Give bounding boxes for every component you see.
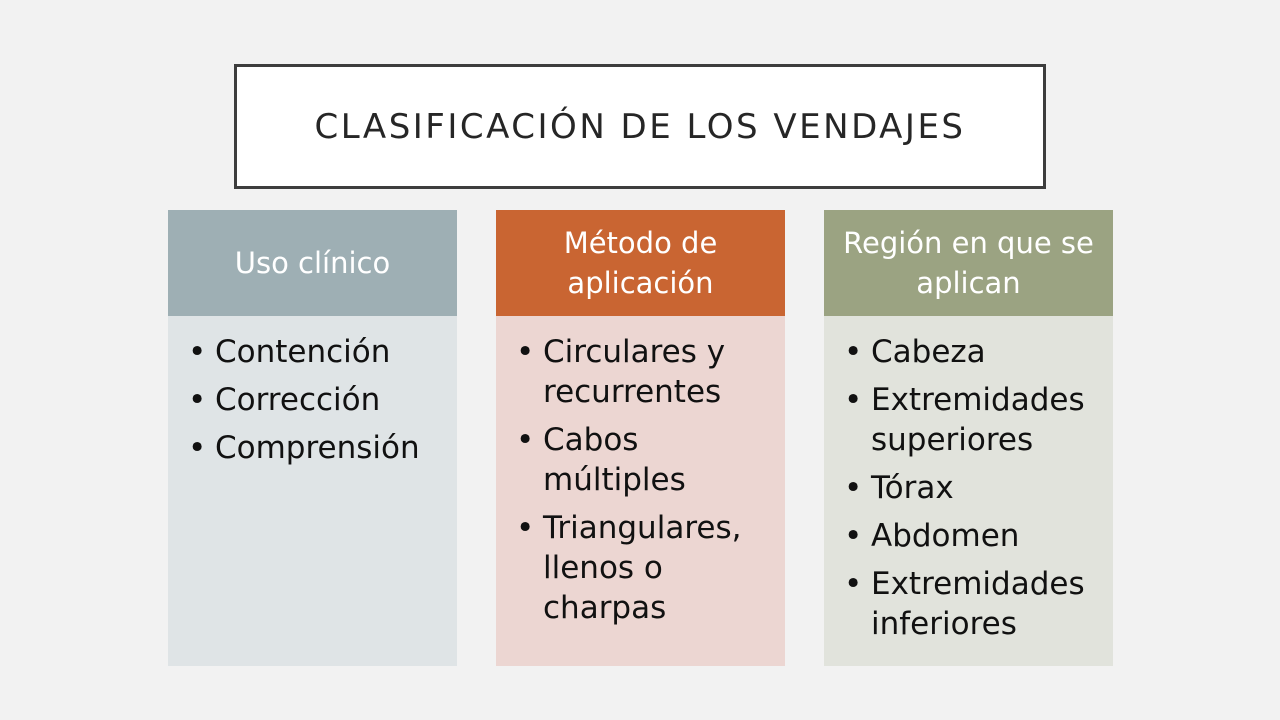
column-body bbox=[168, 316, 457, 666]
slide-title: CLASIFICACIÓN DE LOS VENDAJES bbox=[314, 106, 966, 147]
column-header-label: Uso clínico bbox=[234, 246, 391, 280]
bullet-list bbox=[842, 332, 1105, 644]
bullet-icon: • bbox=[516, 422, 535, 458]
column-header bbox=[168, 210, 457, 316]
column-uso-clinico bbox=[168, 210, 457, 666]
list-item: • Corrección bbox=[188, 382, 381, 418]
list-item: • Circulares y recurrentes bbox=[516, 334, 726, 410]
bullet-icon: • bbox=[844, 566, 863, 602]
column-metodo-aplicacion bbox=[496, 210, 785, 666]
bullet-icon: • bbox=[188, 334, 207, 370]
list-item: • Cabeza bbox=[844, 334, 986, 370]
list-item: • Contención bbox=[188, 334, 391, 370]
bullet-icon: • bbox=[844, 334, 863, 370]
list-item: • Tórax bbox=[844, 470, 954, 506]
column-body bbox=[496, 316, 785, 666]
bullet-icon: • bbox=[516, 334, 535, 370]
bullet-list bbox=[186, 332, 449, 468]
bullet-list bbox=[514, 332, 777, 628]
list-item: • Comprensión bbox=[188, 430, 420, 466]
list-item: • Triangulares, llenos o charpas bbox=[516, 510, 742, 626]
list-item: • Cabos múltiples bbox=[516, 422, 686, 498]
column-header bbox=[496, 210, 785, 316]
column-header bbox=[824, 210, 1113, 316]
bullet-icon: • bbox=[844, 518, 863, 554]
column-body bbox=[824, 316, 1113, 666]
bullet-icon: • bbox=[188, 430, 207, 466]
column-header-label: Método de aplicación bbox=[563, 226, 718, 300]
list-item: • Extremidades superiores bbox=[844, 382, 1085, 458]
bullet-icon: • bbox=[844, 470, 863, 506]
bullet-icon: • bbox=[844, 382, 863, 418]
list-item: • Abdomen bbox=[844, 518, 1020, 554]
column-region bbox=[824, 210, 1113, 666]
bullet-icon: • bbox=[188, 382, 207, 418]
list-item: • Extremidades inferiores bbox=[844, 566, 1085, 642]
title-box bbox=[234, 64, 1046, 189]
bullet-icon: • bbox=[516, 510, 535, 546]
column-header-label: Región en que se aplican bbox=[843, 226, 1094, 300]
